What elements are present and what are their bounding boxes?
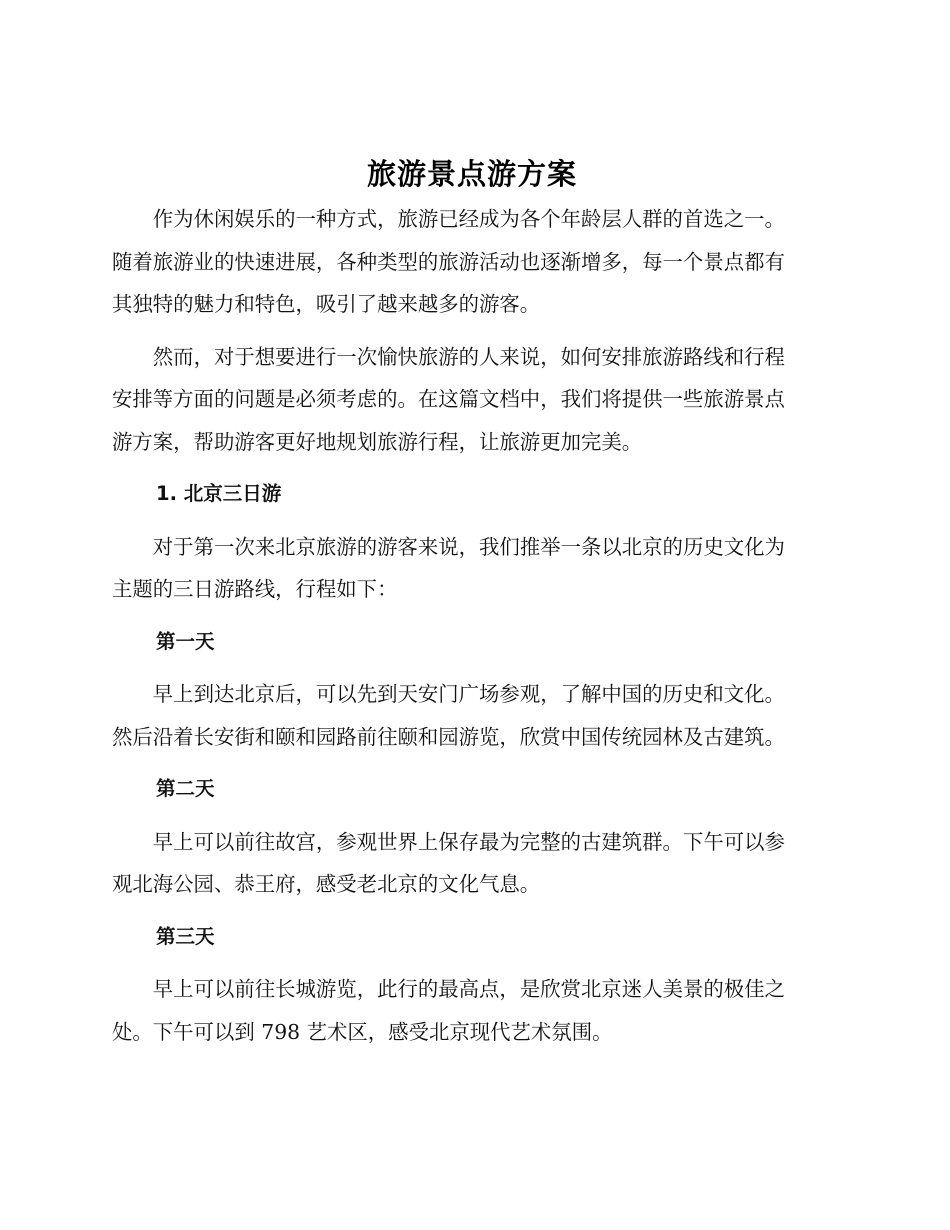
day3-paragraph [112, 968, 832, 1053]
second-paragraph [112, 336, 832, 464]
paragraph-line: 随着旅游业的快速进展，各种类型的旅游活动也逐渐增多，每一个景点都有 [112, 249, 785, 274]
document-title: 旅游景点游方案 [366, 157, 577, 191]
intro-paragraph [112, 198, 832, 326]
paragraph-line: 观北海公园、恭王府，感受老北京的文化气息。 [112, 872, 541, 896]
paragraph-line: 处。下午可以到 798 艺术区，感受北京现代艺术氛围。 [112, 1019, 613, 1044]
day3-heading: 第三天 [156, 924, 215, 948]
document-page [112, 150, 832, 1053]
paragraph-line: 作为休闲娱乐的一种方式，旅游已经成为各个年龄层人群的首选之一。 [152, 207, 785, 231]
paragraph-line: 对于第一次来北京旅游的游客来说，我们推举一条以北京的历史文化为 [152, 534, 785, 559]
day1-paragraph [112, 673, 832, 758]
section-heading-beijing: 1. 北京三日游 [156, 482, 282, 505]
paragraph-line: 安排等方面的问题是必须考虑的。在这篇文档中，我们将提供一些旅游景点 [112, 387, 785, 411]
paragraph-line: 游方案，帮助游客更好地规划旅游行程，让旅游更加完美。 [112, 429, 643, 454]
day1-heading: 第一天 [156, 629, 215, 653]
paragraph-line: 早上可以前往故宫，参观世界上保存最为完整的古建筑群。下午可以参 [152, 829, 785, 854]
day2-paragraph [112, 821, 832, 906]
paragraph-line: 其独特的魅力和特色，吸引了越来越多的游客。 [112, 292, 541, 316]
paragraph-line: 早上到达北京后，可以先到天安门广场参观，了解中国的历史和文化。 [152, 682, 785, 706]
paragraph-line: 早上可以前往长城游览，此行的最高点，是欣赏北京迷人美景的极佳之 [152, 977, 785, 1001]
section-intro-paragraph [112, 526, 832, 611]
paragraph-line: 然后沿着长安街和颐和园路前往颐和园游览，欣赏中国传统园林及古建筑。 [112, 724, 785, 749]
day2-heading: 第二天 [156, 777, 215, 800]
paragraph-line: 然而，对于想要进行一次愉快旅游的人来说，如何安排旅游路线和行程 [152, 344, 785, 369]
paragraph-line: 主题的三日游路线，行程如下： [112, 577, 398, 601]
